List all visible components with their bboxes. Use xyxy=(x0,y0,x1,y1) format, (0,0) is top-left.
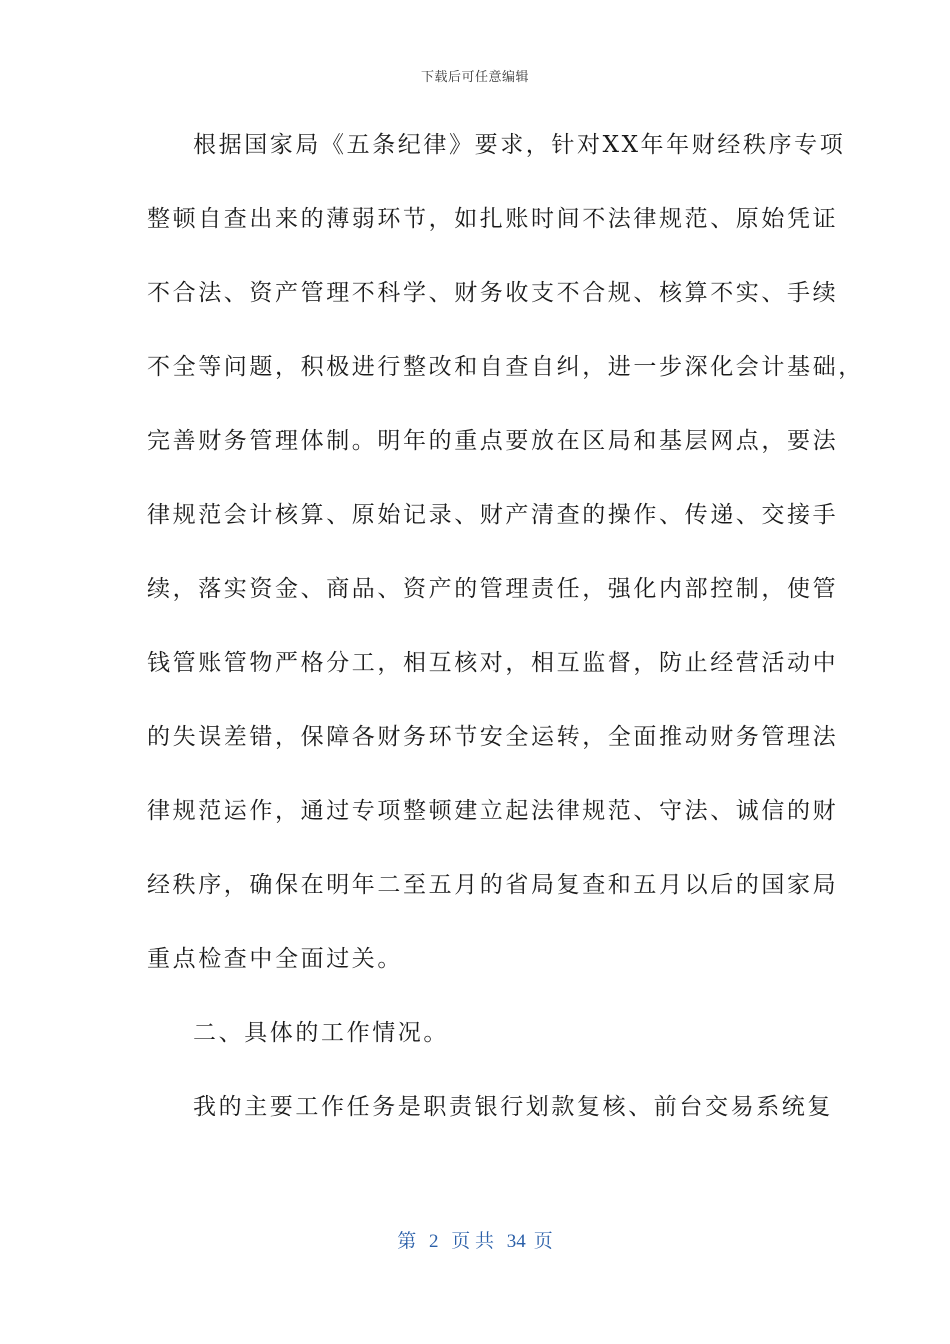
footer-mid: 页 共 xyxy=(451,1231,494,1252)
paragraph-line: 钱管账管物严格分工，相互核对，相互监督，防止经营活动中 xyxy=(147,650,839,676)
paragraph-line: 经秩序，确保在明年二至五月的省局复查和五月以后的国家局 xyxy=(147,872,839,898)
paragraph-line: 重点检查中全面过关。 xyxy=(147,946,403,972)
footer-page-number: 2 xyxy=(428,1231,439,1252)
paragraph-line: 不合法、资产管理不科学、财务收支不合规、核算不实、手续 xyxy=(147,280,839,306)
footer-total-pages: 34 xyxy=(506,1231,526,1252)
paragraph-line: 根据国家局《五条纪律》要求，针对XX年年财经秩序专项 xyxy=(193,132,846,158)
paragraph-line: 完善财务管理体制。明年的重点要放在区局和基层网点，要法 xyxy=(147,428,839,454)
paragraph-line: 的失误差错，保障各财务环节安全运转，全面推动财务管理法 xyxy=(147,724,839,750)
paragraph-line: 不全等问题，积极进行整改和自查自纠，进一步深化会计基础， xyxy=(147,354,864,380)
footer-prefix: 第 xyxy=(397,1231,417,1252)
paragraph-line: 续，落实资金、商品、资产的管理责任，强化内部控制，使管 xyxy=(147,576,839,602)
document-body xyxy=(147,120,864,1156)
page-number-footer xyxy=(0,1226,950,1253)
page-header: 下载后可任意编辑 xyxy=(420,70,529,85)
paragraph-line: 整顿自查出来的薄弱环节，如扎账时间不法律规范、原始凭证 xyxy=(147,206,839,232)
paragraph-line: 律规范会计核算、原始记录、财产清查的操作、传递、交接手 xyxy=(147,502,839,528)
footer-suffix: 页 xyxy=(533,1231,553,1252)
section-heading: 二、具体的工作情况。 xyxy=(193,1020,449,1046)
paragraph-line: 我的主要工作任务是职责银行划款复核、前台交易系统复 xyxy=(193,1094,833,1120)
paragraph-line: 律规范运作，通过专项整顿建立起法律规范、守法、诚信的财 xyxy=(147,798,839,824)
